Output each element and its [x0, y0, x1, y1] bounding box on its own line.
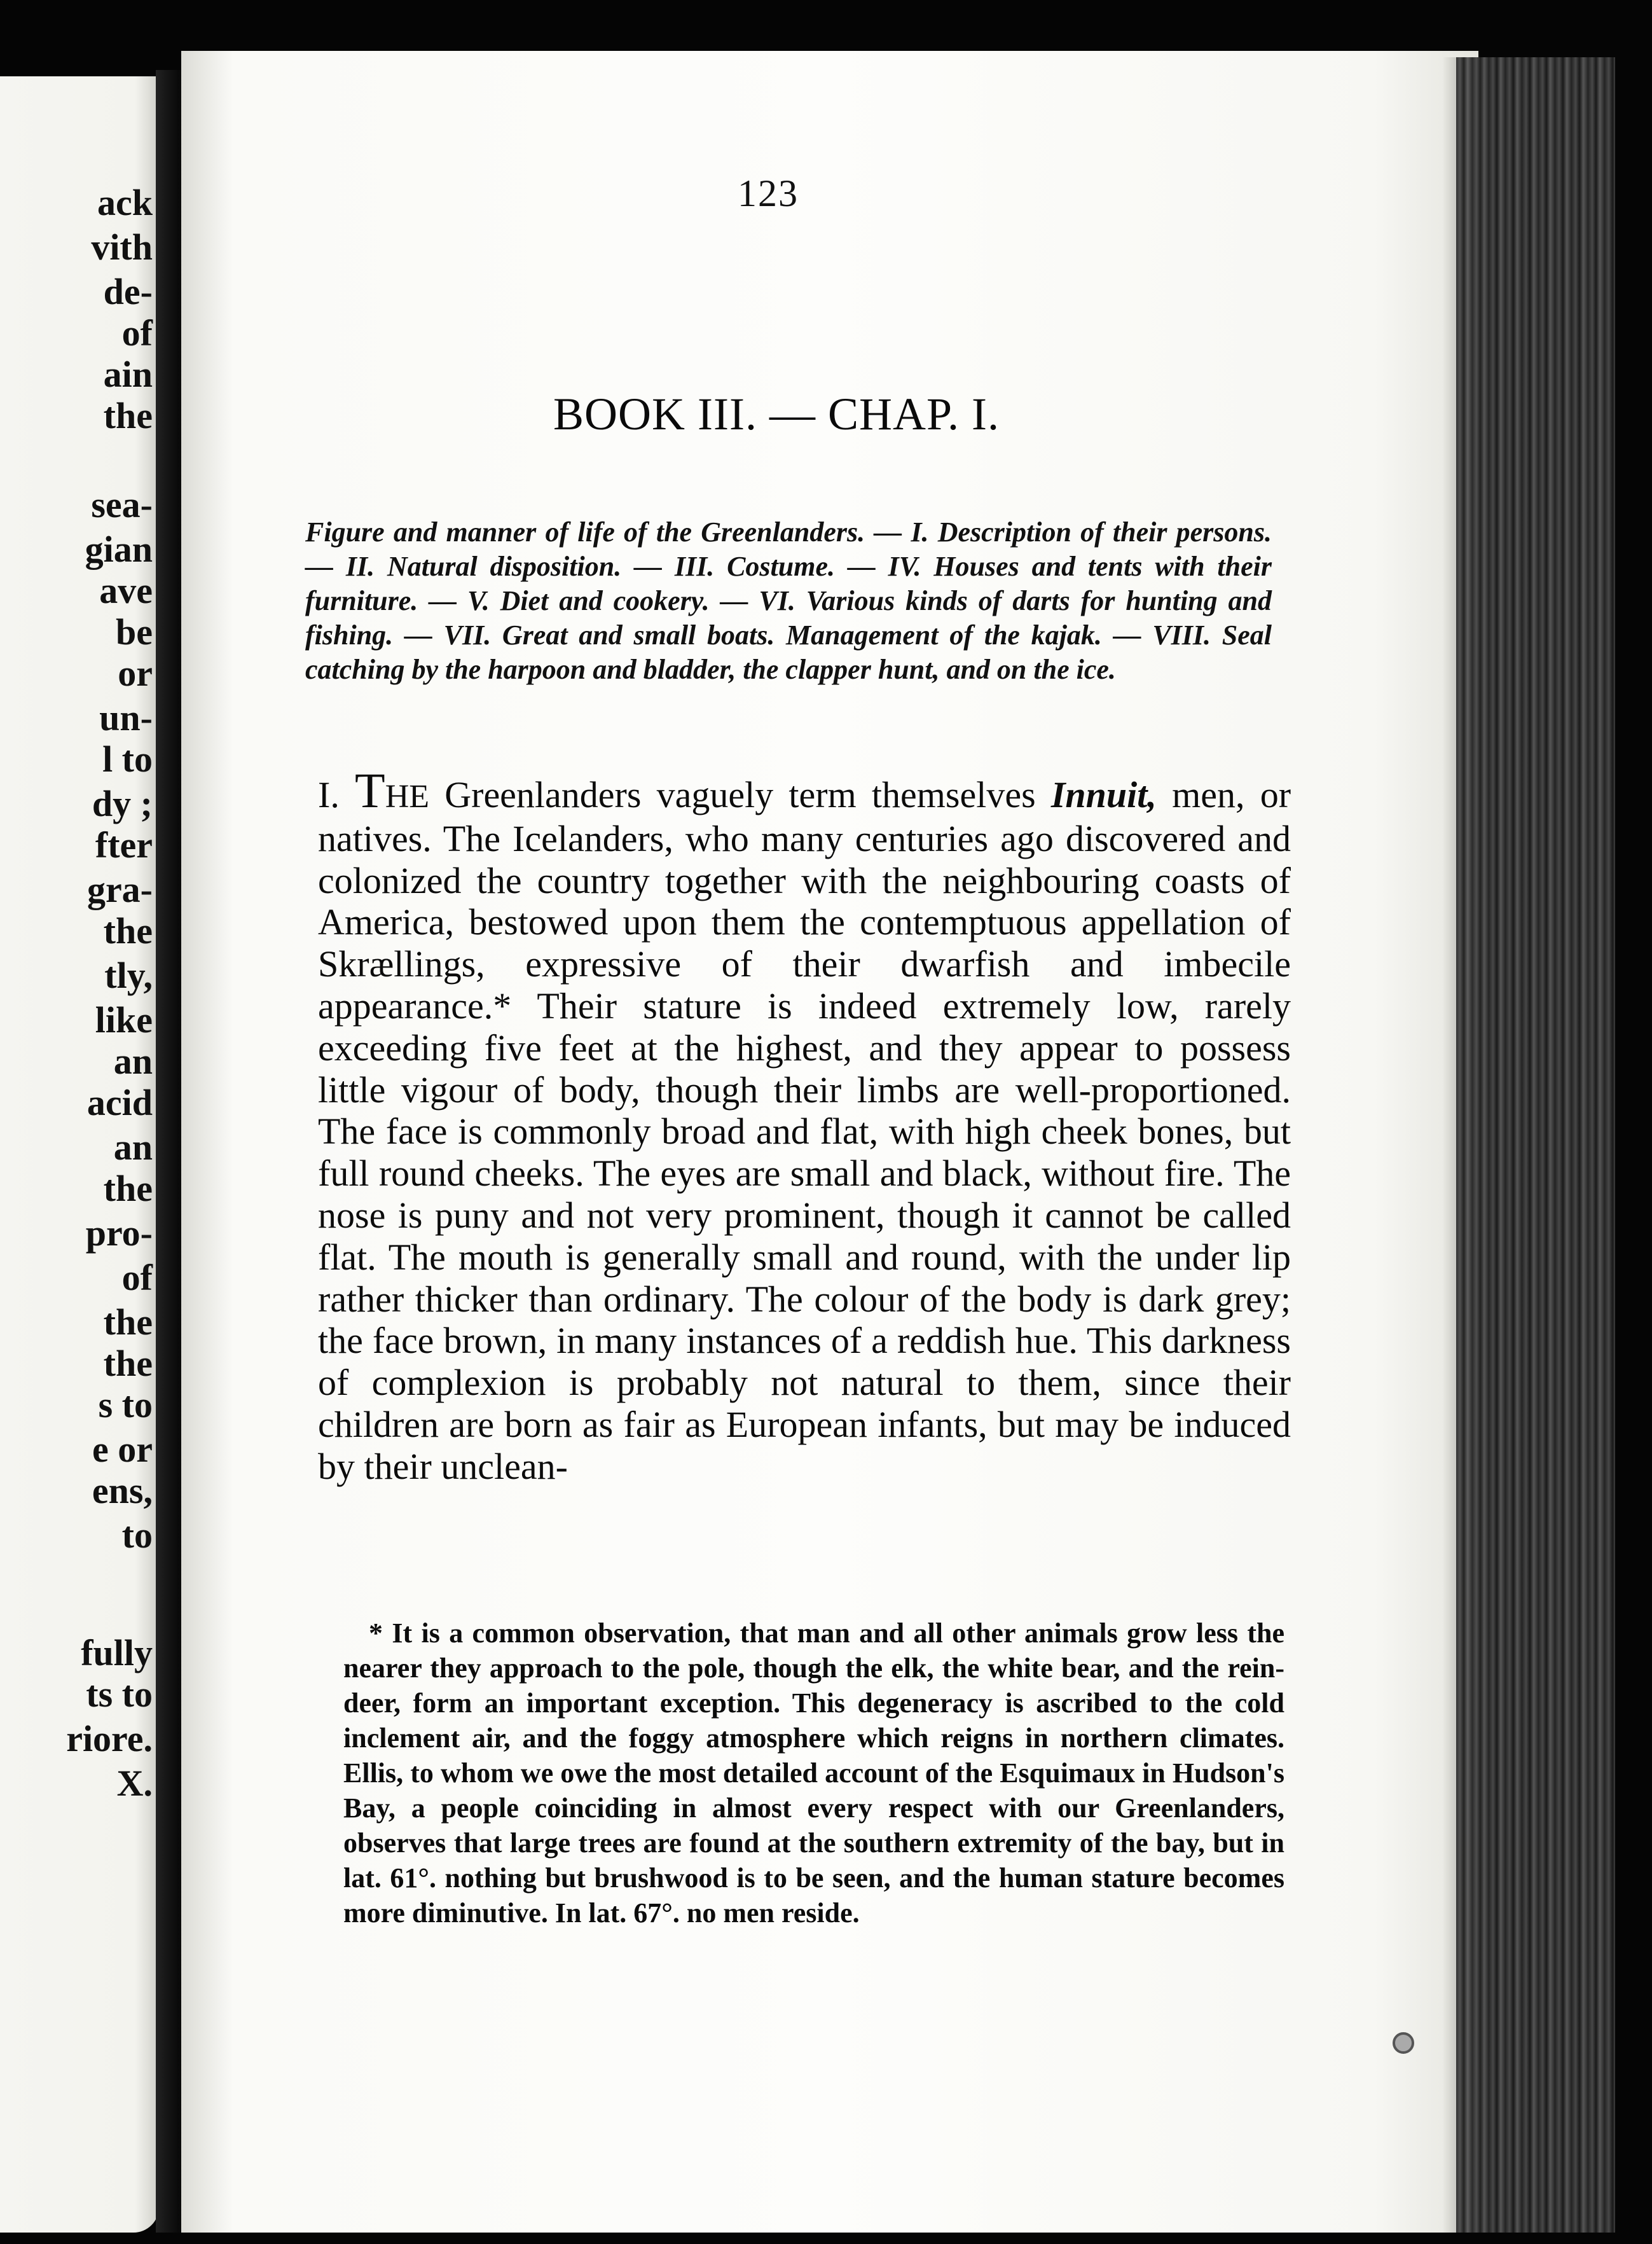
left-page-fragment: the [103, 910, 153, 952]
page-number: 123 [738, 172, 799, 214]
left-page-fragment: X. [116, 1763, 153, 1804]
footnote [343, 1616, 1284, 1930]
left-page-fragment: ack [97, 182, 153, 223]
left-page-fragment: dy ; [92, 783, 153, 824]
left-page-fragment: the [103, 1168, 153, 1209]
left-page-fragment: of [121, 1257, 153, 1298]
left-page-fragment: or [118, 653, 153, 694]
left-page-fragment: riore. [66, 1718, 153, 1759]
italic-term: Innuit, [1050, 774, 1157, 815]
left-page-fragment: ain [103, 354, 153, 395]
footnote-text: * It is a common observation, that man and all other animals grow less the nearer they approach to the pole, though the elk, the white bear, and the rein-deer, form an important exception. This degeneracy is ascribed to the cold inclement air, and the foggy atmosphere which reigns in northern climates. Ellis, to whom we owe the most detailed account of the Esquimaux in Hudson's Bay, a people coinciding in almost every respect with our Greenlanders, observes that large trees are found at the southern extremity of the bay, but in lat. 61°. nothing but brushwood is to be seen, and the human stature becomes more diminutive. In lat. 67°. no men reside. [343, 1617, 1284, 1929]
body-paragraph [318, 763, 1291, 1488]
left-page-fragment: fully [81, 1632, 153, 1673]
left-page-fragment: vith [91, 226, 153, 268]
previous-page-edge [0, 76, 159, 2233]
book-fore-edge [1456, 57, 1615, 2233]
chapter-summary: Figure and manner of life of the Greenlanders. — I. Description of their persons. — II. Natural disposition. — III. Costume. — IV. Houses and tents with their furniture. — V. Diet and cookery. — VI. Various kinds of darts for hunting and fishing. — VII. Great and small boats. Management of the kajak. — VIII. Seal catching by the harpoon and bladder, the clapper hunt, and on the ice. [305, 516, 1272, 685]
left-page-fragment: s to [98, 1384, 153, 1425]
left-page-fragment: of [121, 312, 153, 354]
left-page-fragment: tly, [104, 955, 153, 996]
left-page-fragment: like [95, 999, 153, 1041]
left-page-fragment: gra- [86, 869, 153, 910]
left-page-fragment: ave [99, 570, 153, 611]
left-page-fragment: ens, [92, 1470, 153, 1511]
page-blemish [1393, 2032, 1414, 2054]
left-page-fragment: the [103, 1301, 153, 1343]
left-page-fragment: the [103, 395, 153, 436]
left-page-fragment: pro- [85, 1212, 153, 1254]
left-page-fragment: an [113, 1041, 153, 1082]
left-page-fragment: the [103, 1343, 153, 1384]
left-page-fragment: gian [85, 529, 153, 570]
left-page-fragment: de- [103, 271, 153, 312]
left-page-fragment: acid [86, 1082, 153, 1123]
left-page-fragment: e or [92, 1429, 153, 1470]
body-text-2: men, or natives. The Icelanders, who many centuries ago discovered and colonized the country together with the neighbouring coasts of America, bestowed upon them the contemptuous appellation of Skrællings, expressive of their dwarfish and imbecile appearance.* Their stature is indeed extremely low, rarely exceeding five feet at the highest, and they appear to possess little vigour of body, though their limbs are well-proportioned. The face is commonly broad and flat, with high cheek bones, but full round cheeks. The eyes are small and black, without fire. The nose is puny and not very prominent, though it cannot be called flat. The mouth is generally small and round, with the under lip rather thicker than ordinary. The colour of the body is dark grey; the face brown, in many instances of a reddish hue. This darkness of complexion is probably not natural to them, since their children are born as fair as European infants, but may be induced by their unclean- [318, 774, 1291, 1487]
section-number: I. [318, 774, 340, 815]
body-text-1: Greenlanders vaguely term themselves [429, 774, 1051, 815]
left-page-fragment: fter [95, 824, 153, 866]
left-page-fragment: l to [102, 738, 153, 780]
left-page-fragment: an [113, 1126, 153, 1168]
left-page-fragment: be [116, 611, 153, 653]
left-page-fragment: sea- [91, 484, 153, 525]
drop-cap: T [355, 763, 385, 818]
left-page-fragment: ts to [86, 1673, 153, 1715]
chapter-heading: BOOK III. — CHAP. I. [553, 389, 1000, 440]
left-page-fragment: un- [99, 697, 153, 738]
left-page-fragment: to [121, 1514, 153, 1556]
small-caps: HE [385, 779, 430, 815]
